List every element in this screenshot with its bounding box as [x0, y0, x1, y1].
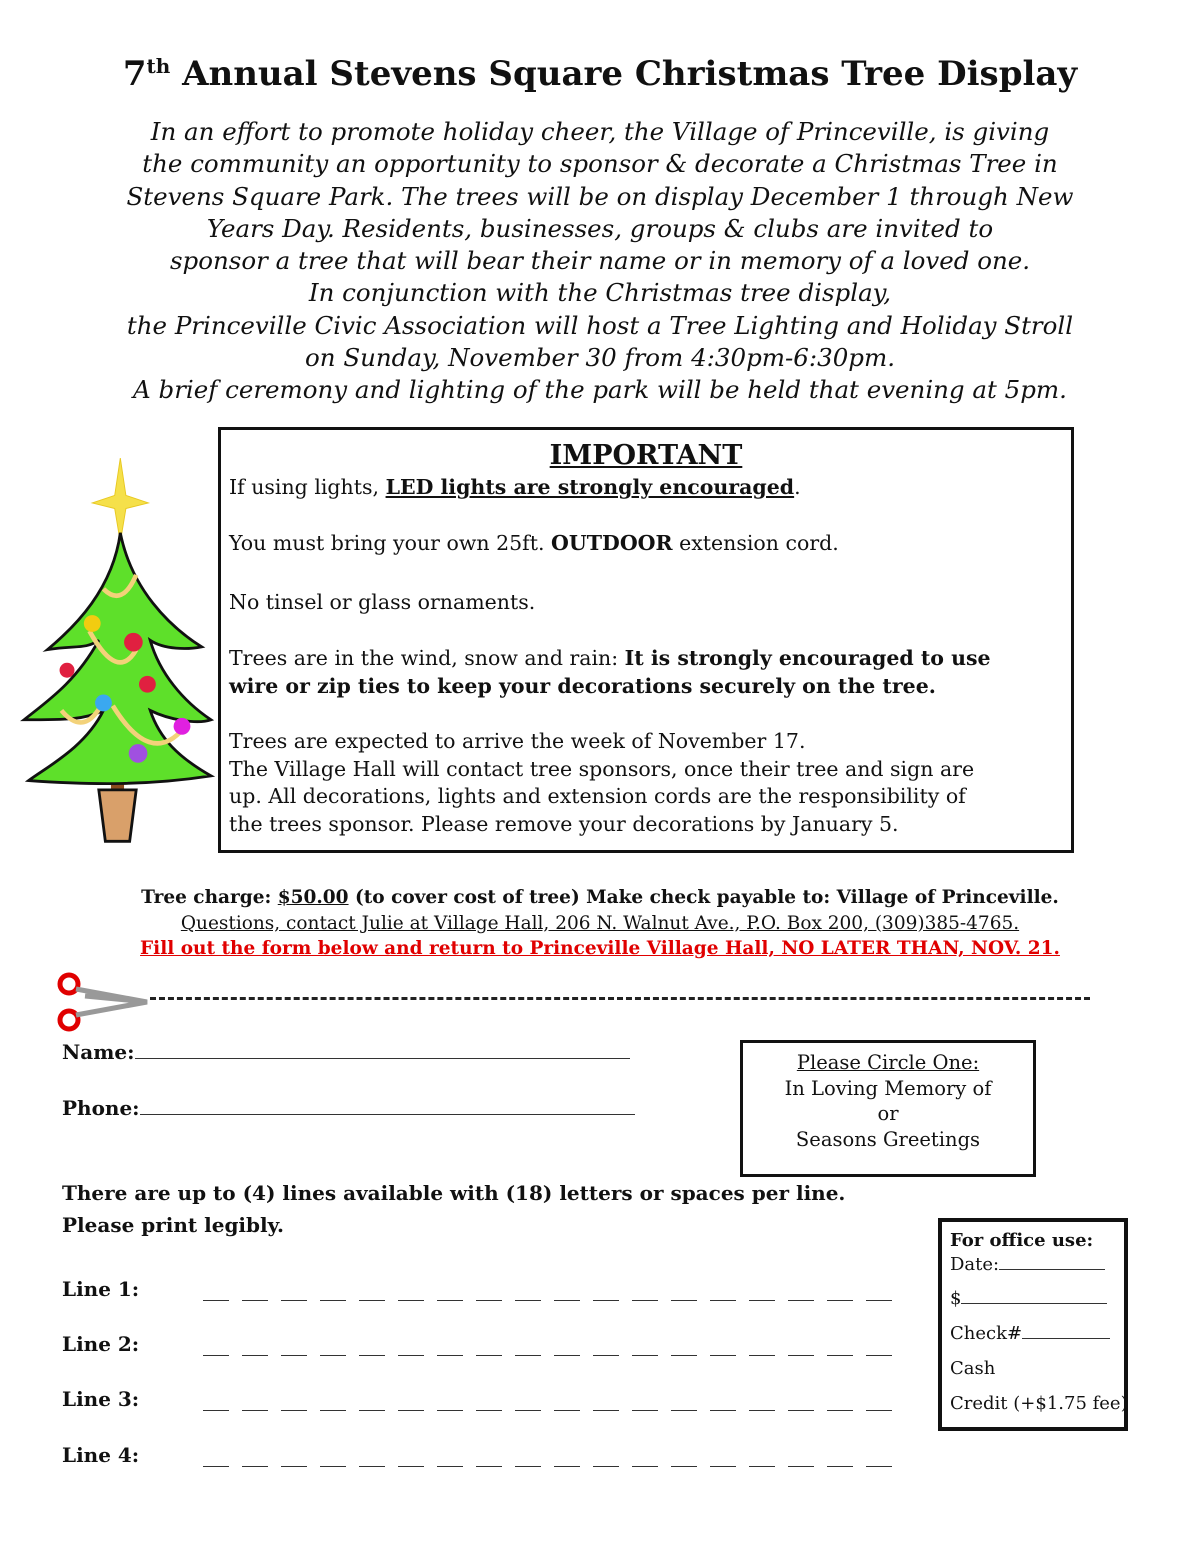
page-title: 7th Annual Stevens Square Christmas Tree Display: [122, 54, 1078, 94]
tinsel-note: No tinsel or glass ornaments.: [229, 590, 536, 614]
schedule-note: Trees are expected to arrive the week of November 17. The Village Hall will contact tree sponsors, once their tree and sign are up. All decorations, lights and extension cords are the responsibility of the trees sponsor. Please remove your decorations by January 5.: [229, 729, 975, 836]
lines-info: There are up to (4) lines available with (18) letters or spaces per line.: [62, 1181, 846, 1205]
option-in-loving-memory[interactable]: In Loving Memory of: [784, 1076, 992, 1100]
office-use-box: For office use: Date: $ Check# Cash Credit (+$1.75 fee): [938, 1218, 1128, 1431]
line-2-label: Line 2:: [62, 1332, 140, 1356]
name-field[interactable]: Name:: [62, 1040, 630, 1064]
scissors-icon: [55, 972, 150, 1032]
print-note: Please print legibly.: [62, 1213, 284, 1237]
weather-note: Trees are in the wind, snow and rain: It is strongly encouraged to use wire or zip ties to keep your decorations securely on the tree.: [229, 646, 991, 698]
deadline-notice: Fill out the form below and return to Princeville Village Hall, NO LATER THAN, NOV. 21.: [140, 938, 1060, 959]
option-seasons-greetings[interactable]: Seasons Greetings: [795, 1127, 981, 1151]
important-heading: IMPORTANT: [549, 440, 743, 471]
line-3-input[interactable]: [203, 1409, 892, 1411]
cord-note: You must bring your own 25ft. OUTDOOR extension cord.: [229, 531, 839, 555]
intro-text: In an effort to promote holiday cheer, the Village of Princeville, is giving the community an opportunity to sponsor & decorate a Christmas Tree in Stevens Square Park. The trees will be on display December 1 through New Years Day. Residents, businesses, groups & clubs are invited to sponsor a tree that will bear their name or in memory of a loved one. In conjunction with the Christmas tree display, the Princeville Civic Association will host a Tree Lighting and Holiday Stroll on Sunday, November 30 from 4:30pm-6:30pm. A brief ceremony and lighting of the park will be held that evening at 5pm.: [126, 117, 1074, 405]
line-2-input[interactable]: [203, 1354, 892, 1356]
cut-line: [150, 997, 1090, 1000]
charge-info: Tree charge: $50.00 (to cover cost of tree) Make check payable to: Village of Princeville. Questions, contact Julie at Village Hall, 206 N. Walnut Ave., P.O. Box 200, (309)385-4765. Fill out the form below and return to Princeville Village Hall, NO LATER THAN, NOV. 21.: [0, 885, 1200, 962]
christmas-tree-icon: [10, 435, 225, 855]
line-4-label: Line 4:: [62, 1443, 140, 1467]
circle-one-box: Please Circle One: In Loving Memory of or Seasons Greetings: [740, 1040, 1036, 1177]
phone-field[interactable]: Phone:: [62, 1096, 635, 1120]
line-1-input[interactable]: [203, 1299, 892, 1301]
line-1-label: Line 1:: [62, 1277, 140, 1301]
lights-note: If using lights, LED lights are strongly encouraged.: [229, 475, 801, 499]
line-4-input[interactable]: [203, 1465, 892, 1467]
line-3-label: Line 3:: [62, 1387, 140, 1411]
important-box: [218, 427, 1074, 853]
contact-info: Questions, contact Julie at Village Hall, 206 N. Walnut Ave., P.O. Box 200, (309)385-4765.: [180, 912, 1020, 934]
